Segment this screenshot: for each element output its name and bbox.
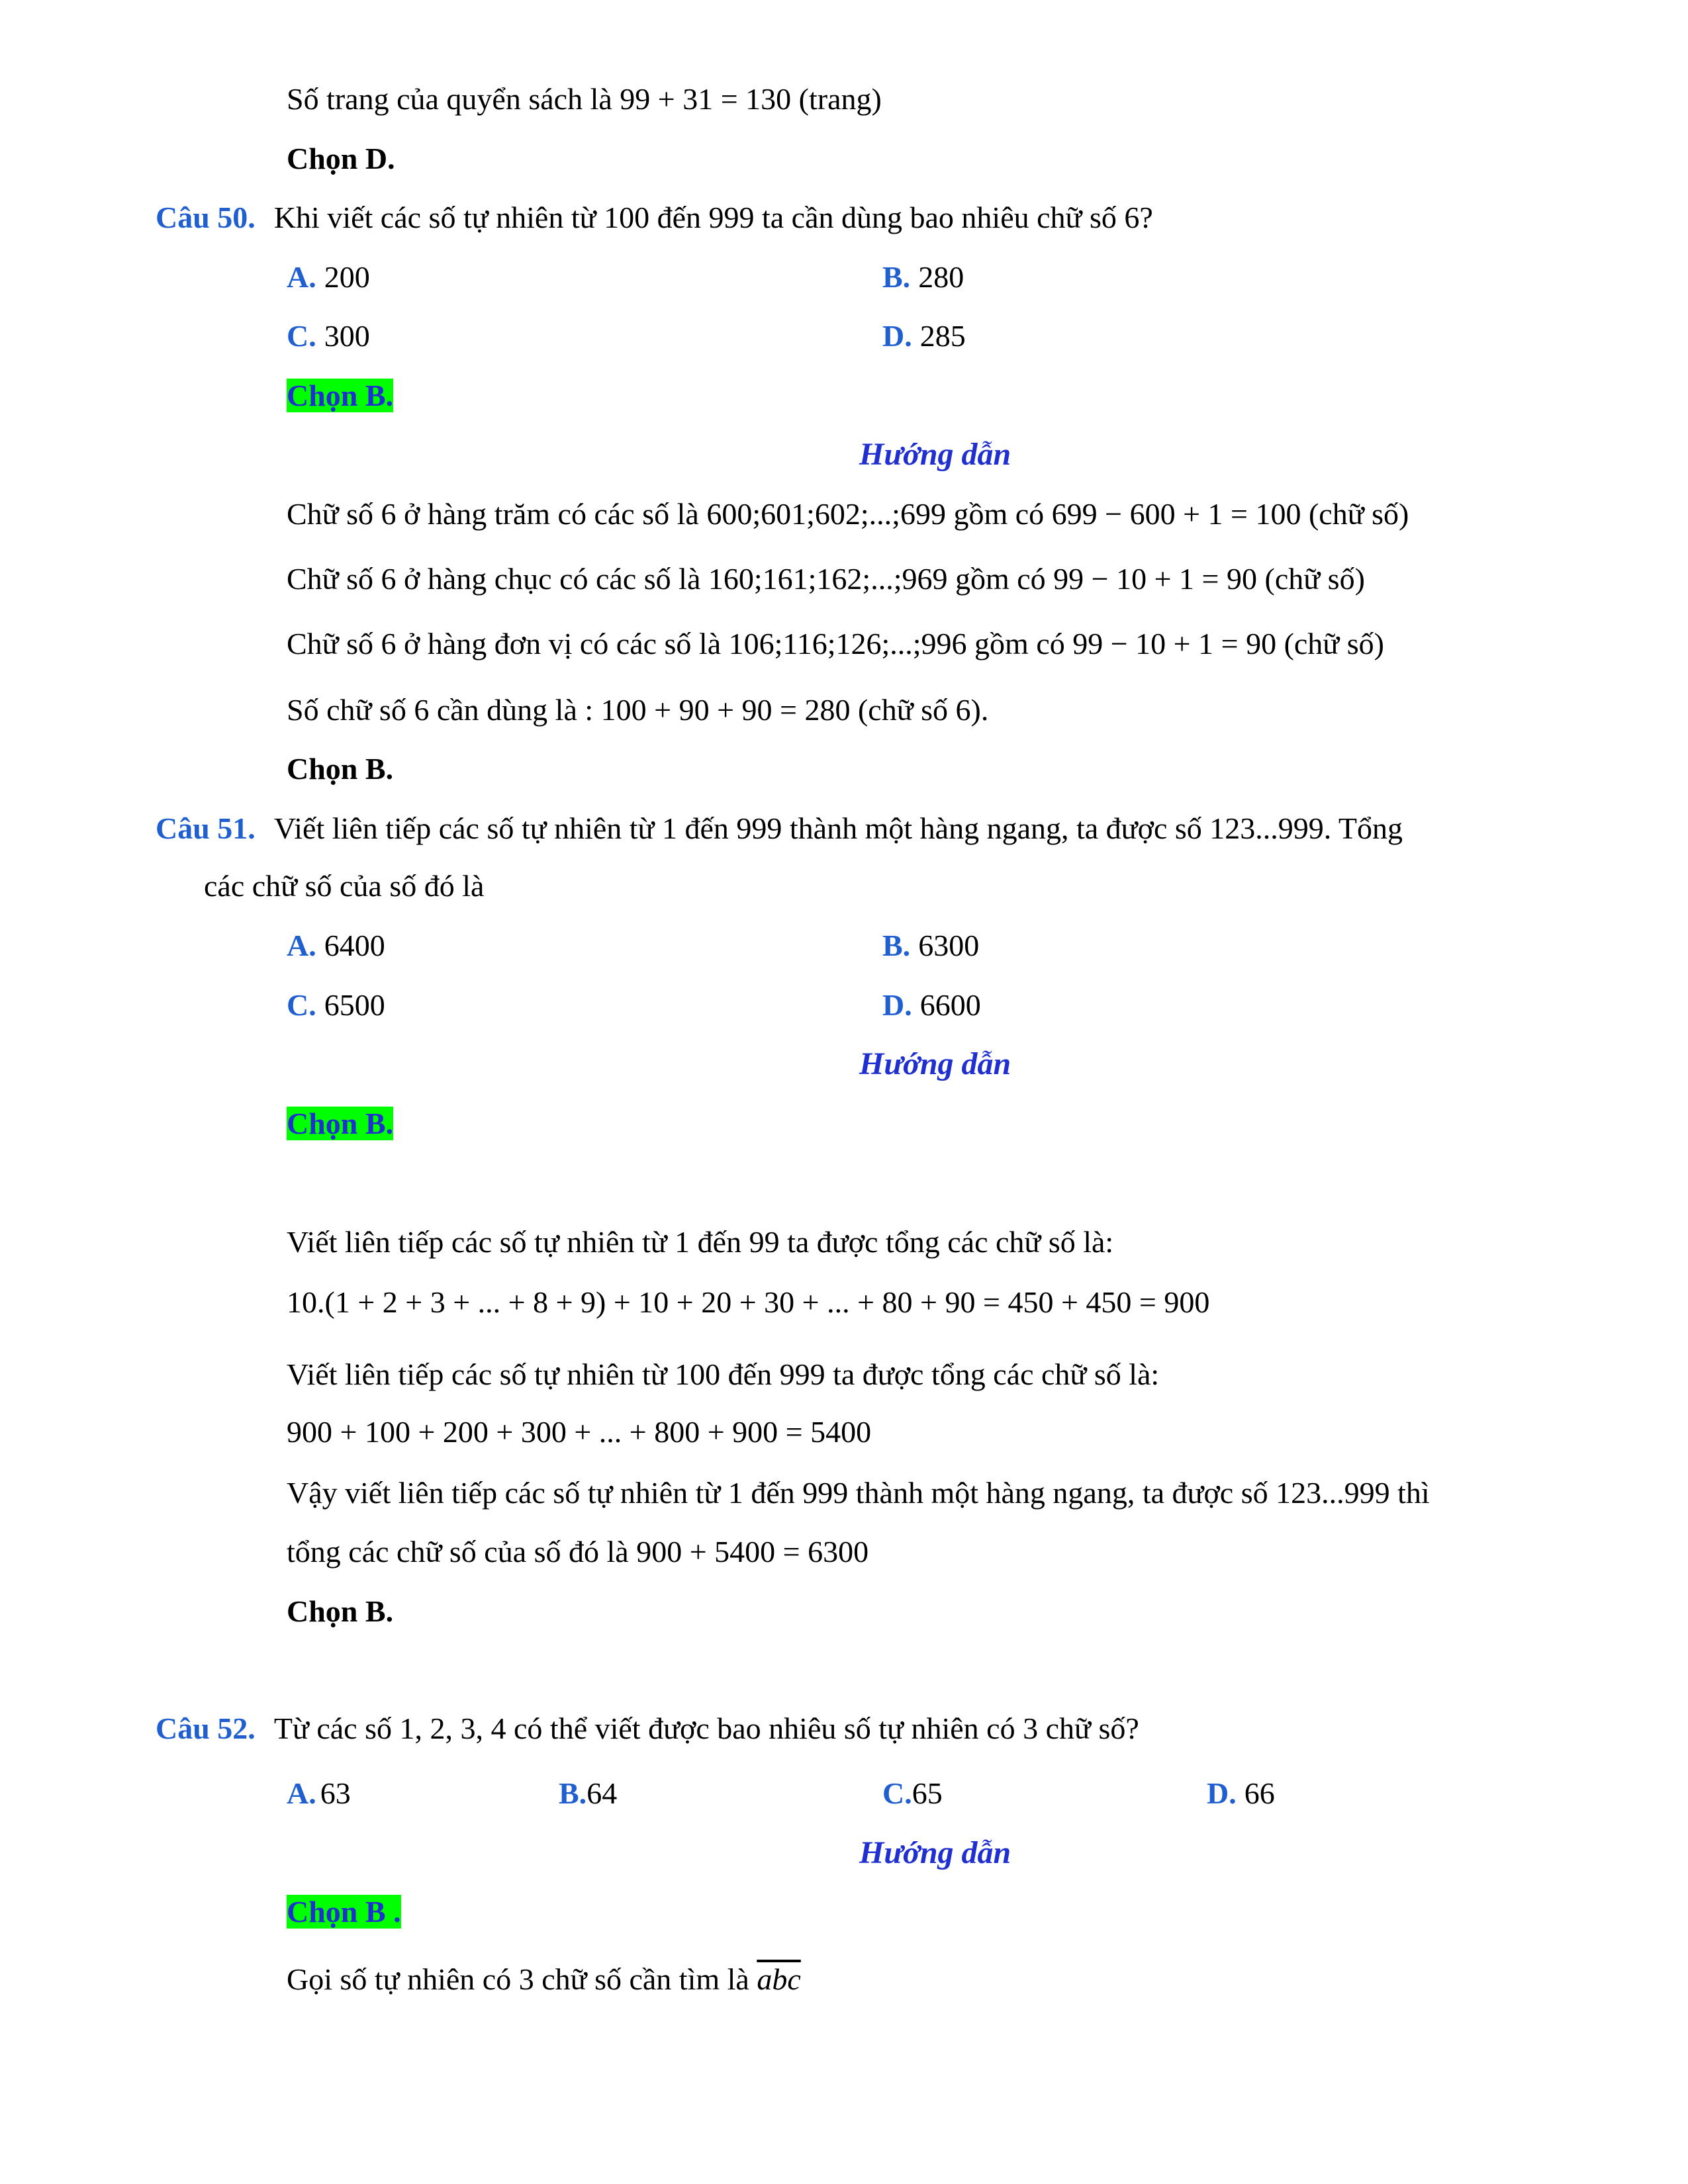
option-a <box>287 1774 351 1813</box>
option-d <box>882 316 966 356</box>
question-text: Khi viết các số tự nhiên từ 100 đến 999 ta cần dùng bao nhiêu chữ số 6? <box>273 201 1153 234</box>
question-label: Câu 50. <box>156 201 256 234</box>
option-letter: B. <box>882 929 911 962</box>
option-letter: C. <box>287 988 316 1022</box>
question-label: Câu 52. <box>156 1711 256 1745</box>
option-value: 6300 <box>918 929 980 962</box>
answer-highlight: Chọn B. <box>287 379 394 412</box>
answer-line: Chọn B. <box>287 1594 394 1628</box>
option-d <box>882 985 981 1025</box>
solution-line: tổng các chữ số của số đó là 900 + 5400 = 6300 <box>287 1535 869 1569</box>
option-c <box>287 985 385 1025</box>
option-letter: A. <box>287 260 316 294</box>
option-letter: B. <box>559 1776 587 1810</box>
option-value: 200 <box>324 260 370 294</box>
question-text: Viết liên tiếp các số tự nhiên từ 1 đến 999 thành một hàng ngang, ta được số 123...999. Tổng <box>273 811 1403 845</box>
answer-highlight: Chọn B . <box>287 1895 401 1929</box>
option-b <box>559 1774 617 1813</box>
option-letter: D. <box>882 988 912 1022</box>
option-letter: C. <box>287 319 316 353</box>
solution-line: Viết liên tiếp các số tự nhiên từ 100 đến 999 ta được tổng các chữ số là: <box>287 1357 1160 1391</box>
answer-highlight: Chọn B. <box>287 1107 394 1140</box>
option-c <box>287 316 370 356</box>
option-letter: D. <box>882 319 912 353</box>
guide-title: Hướng dẫn <box>859 1046 1011 1081</box>
solution-line: 900 + 100 + 200 + 300 + ... + 800 + 900 = 5400 <box>287 1415 872 1449</box>
solution-text: Gọi số tự nhiên có 3 chữ số cần tìm là <box>287 1962 749 1996</box>
question-51 <box>156 809 1403 848</box>
solution-line: Số chữ số 6 cần dùng là : 100 + 90 + 90 = 280 (chữ số 6). <box>287 693 989 727</box>
option-value: 285 <box>919 319 966 353</box>
solution-line <box>287 1960 801 1999</box>
option-letter: A. <box>287 929 316 962</box>
overlined-number: $\overline{abc}$ <box>757 1962 801 1996</box>
text-line: Số trang của quyển sách là 99 + 31 = 130 (trang) <box>287 82 882 116</box>
option-b <box>882 926 979 966</box>
option-a <box>287 926 385 966</box>
option-letter: C. <box>882 1776 912 1810</box>
solution-line: Chữ số 6 ở hàng đơn vị có các số là 106;116;126;...;996 gồm có 99 − 10 + 1 = 90 (chữ số) <box>287 627 1384 660</box>
option-value: 64 <box>586 1776 618 1810</box>
option-value: 65 <box>912 1776 943 1810</box>
option-value: 280 <box>918 260 964 294</box>
option-value: 66 <box>1244 1776 1275 1810</box>
answer-line: Chọn D. <box>287 142 395 175</box>
option-letter: A. <box>287 1776 316 1810</box>
option-c <box>882 1774 943 1813</box>
solution-line: Viết liên tiếp các số tự nhiên từ 1 đến 99 ta được tổng các chữ số là: <box>287 1225 1114 1259</box>
option-a <box>287 257 370 297</box>
solution-line: 10.(1 + 2 + 3 + ... + 8 + 9) + 10 + 20 + 30 + ... + 80 + 90 = 450 + 450 = 900 <box>287 1285 1210 1319</box>
solution-line: Chữ số 6 ở hàng chục có các số là 160;161;162;...;969 gồm có 99 − 10 + 1 = 90 (chữ số) <box>287 562 1365 596</box>
option-letter: D. <box>1207 1776 1237 1810</box>
option-b <box>882 257 964 297</box>
answer-line: Chọn B. <box>287 752 394 786</box>
option-letter: B. <box>882 260 911 294</box>
option-value: 6400 <box>324 929 385 962</box>
solution-line: Vậy viết liên tiếp các số tự nhiên từ 1 đến 999 thành một hàng ngang, ta được số 123...999 thì <box>287 1476 1430 1510</box>
option-value: 6600 <box>919 988 981 1022</box>
option-value: 63 <box>320 1776 351 1810</box>
option-value: 300 <box>324 319 370 353</box>
question-52 <box>156 1709 1139 1749</box>
question-label: Câu 51. <box>156 811 256 845</box>
question-text-cont: các chữ số của số đó là <box>204 869 485 903</box>
guide-title: Hướng dẫn <box>859 1835 1011 1870</box>
guide-title: Hướng dẫn <box>859 437 1011 472</box>
question-50 <box>156 198 1153 238</box>
solution-line: Chữ số 6 ở hàng trăm có các số là 600;601;602;...;699 gồm có 699 − 600 + 1 = 100 (chữ số) <box>287 497 1409 531</box>
option-value: 6500 <box>324 988 385 1022</box>
option-d <box>1207 1774 1275 1813</box>
question-text: Từ các số 1, 2, 3, 4 có thể viết được bao nhiêu số tự nhiên có 3 chữ số? <box>273 1711 1139 1745</box>
